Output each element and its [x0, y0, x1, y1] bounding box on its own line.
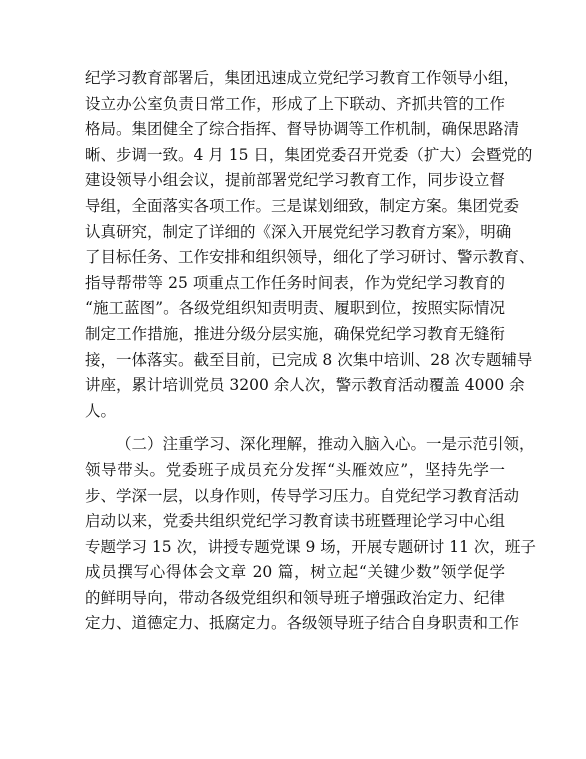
text-line: 导组，全面落实各项工作。三是谋划细致，制定方案。集团党委	[85, 196, 520, 215]
text-line: 晰、步调一致。4 月 15 日，集团党委召开党委（扩大）会暨党的	[85, 145, 533, 164]
text-line: 启动以来，党委共组织党纪学习教育读书班暨理论学习中心组	[85, 512, 505, 531]
body-text	[85, 66, 536, 637]
text-line: 步、学深一层，以身作则，传导学习压力。自党纪学习教育活动	[85, 486, 520, 505]
text-line: 人。	[85, 401, 117, 420]
text-line: 认真研究，制定了详细的《深入开展党纪学习教育方案》，明确	[85, 222, 512, 241]
paragraph-1	[85, 66, 535, 424]
text-line: 的鲜明导向，带动各级党组织和领导班子增强政治定力、纪律	[85, 588, 505, 607]
text-line: 接，一体落实。截至目前，已完成 8 次集中培训、28 次专题辅导	[85, 350, 533, 369]
text-line: （二）注重学习、深化理解，推动入脑入心。一是示范引领，	[116, 435, 535, 454]
text-line: “施工蓝图”。各级党组织知责明责、履职到位，按照实际情况	[85, 299, 505, 318]
paragraph-2	[85, 432, 536, 637]
text-line: 格局。集团健全了综合指挥、督导协调等工作机制，确保思路清	[85, 120, 520, 139]
text-line: 了目标任务、工作安排和组织领导，细化了学习研讨、警示教育、	[85, 248, 535, 267]
text-line: 建设领导小组会议，提前部署党纪学习教育工作，同步设立督	[85, 171, 505, 190]
text-line: 成员撰写心得体会文章 20 篇，树立起“关键少数”领学促学	[85, 563, 505, 582]
text-line: 专题学习 15 次，讲授专题党课 9 场，开展专题研讨 11 次，班子	[85, 537, 536, 556]
text-line: 设立办公室负责日常工作，形成了上下联动、齐抓共管的工作	[85, 94, 505, 113]
text-line: 讲座，累计培训党员 3200 余人次，警示教育活动覆盖 4000 余	[85, 376, 525, 395]
text-line: 定力、道德定力、抵腐定力。各级领导班子结合自身职责和工作	[85, 614, 520, 633]
text-line: 制定工作措施，推进分级分层实施，确保党纪学习教育无缝衔	[85, 324, 505, 343]
text-line: 纪学习教育部署后，集团迅速成立党纪学习教育工作领导小组，	[85, 69, 520, 87]
paragraph-spacer	[85, 424, 505, 432]
text-line: 指导帮带等 25 项重点工作任务时间表，作为党纪学习教育的	[85, 273, 505, 292]
text-line: 领导带头。党委班子成员充分发挥“头雁效应”，坚持先学一	[85, 460, 505, 479]
